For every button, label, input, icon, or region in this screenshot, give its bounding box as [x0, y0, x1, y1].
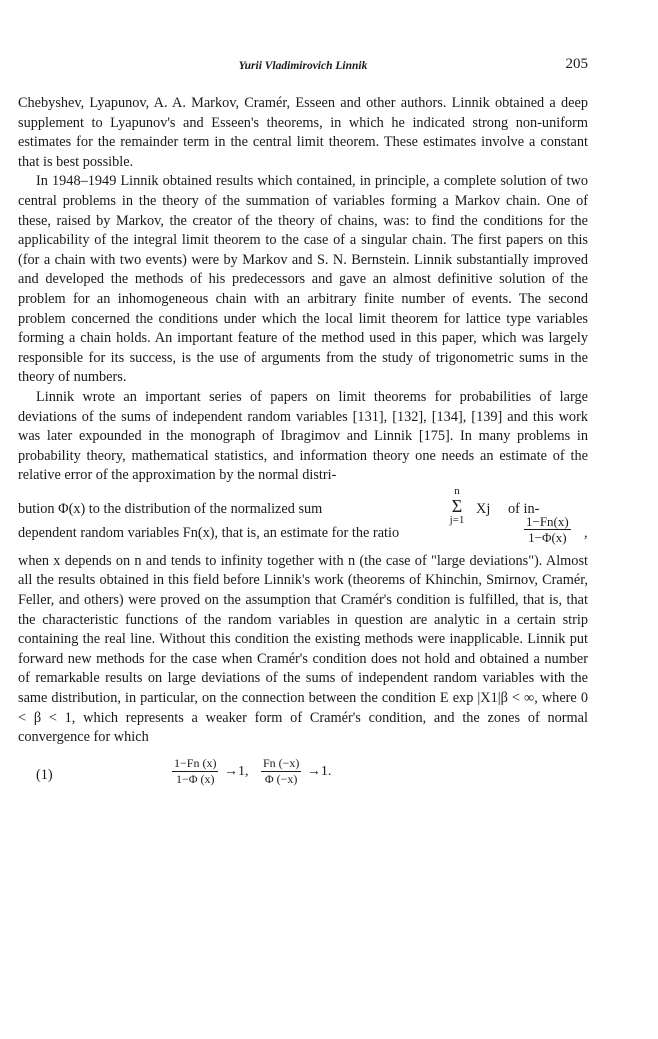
limit-arrow-1: →1,: [223, 763, 249, 779]
sum-line-text: bution Φ(x) to the distribution of the normalized sum: [18, 500, 323, 517]
page-header: [18, 56, 588, 76]
fraction-2-numerator: Fn (−x): [262, 755, 300, 770]
sum-line-end: of in-: [508, 500, 540, 517]
equation-body: [172, 756, 333, 787]
ratio-line-text: dependent random variables Fn(x), that is, an estimate for the ratio: [18, 524, 400, 541]
limit-arrow-2: →1.: [306, 763, 332, 779]
paragraph-2: In 1948–1949 Linnik obtained results which contained, in principle, a complete solution of two central problems in the theory of the summation of variables forming a Markov chain. One of these, raised by Markov, the creator of the theory of chains, was: to find the conditions for the applicability of the integral limit theorem to the case of a singular chain. The first papers on this (for a chain with two events) were by Markov and S. N. Bernstein. Linnik substantially improved and developed the methods of his predecessors and gave an almost definitive solution of the problem for an inhomogeneous chain with an arbitrary finite number of events. The second problem concerned the conditions under which the local limit theorem for lattice type variables forming a chain holds. An important feature of the method used in this paper, which was largely responsible for its success, is the use of arguments from the study of trigonometric sums in the theory of numbers.: [18, 173, 588, 386]
ratio-numerator: 1−Fn(x): [526, 513, 569, 529]
equation-1: [18, 756, 588, 796]
paragraph-3: Linnik wrote an important series of papers on limit theorems for probabilities of large deviations of the sums of independent random variables [131], [132], [134], [139] and this work was later expounded in the monograph of Ibragimov and Linnik [175]. In many problems in probability theory, mathematical statistics, and information theory one needs an estimate of the relative error of the approximation by the normal distri-: [18, 388, 588, 484]
equation-fraction-2: [261, 756, 301, 787]
sigma-glyph: Σ: [451, 495, 463, 516]
paragraph-4: when x depends on n and tends to infinity together with n (the case of "large deviations"). Almost all the results obtained in this field before Linnik's work (theorems of Khinchin, Smirnov, Cramér, Feller, and others) were proved on the assumption that Cramér's condition is fulfilled, that is, that the characteristic functions of the random variables in question are analytic in a certain strip containing the real line. Without this condition the existing methods were inapplicable. Linnik put forward new methods for the case when Cramér's condition does not hold and obtained a number of remarkable results on large deviations of the sums of independent random variables with the same distribution, in particular, on the connection between the condition E exp |X1|β < ∞, where 0 < β < 1, which represents a weaker form of Cramér's condition, and the zones of normal convergence for which: [18, 552, 588, 746]
sum-lower-limit: j=1: [449, 513, 465, 526]
running-head: Yurii Vladimirovich Linnik: [238, 60, 368, 72]
paragraph-1: Chebyshev, Lyapunov, A. A. Markov, Cramér, Esseen and other authors. Linnik obtained a deep supplement to Lyapunov's and Esseen's theorems, in which he indicated strong non-uniform estimates for the remainder term in the central limit theorem. These estimates involve a constant that is best possible.: [18, 95, 588, 170]
summation-symbol: [442, 486, 472, 526]
fraction-1-numerator: 1−Fn (x): [174, 755, 217, 770]
page-number: 205: [565, 56, 588, 72]
fraction-1-denominator: 1−Φ (x): [175, 771, 215, 786]
ratio-comma: ,: [584, 524, 588, 541]
fraction-2-denominator: Φ (−x): [264, 771, 298, 786]
ratio-denominator: 1−Φ(x): [528, 529, 567, 545]
sum-upper-limit: n: [454, 484, 460, 497]
body-text: [18, 94, 588, 796]
equation-fraction-1: [172, 756, 218, 787]
ratio-fraction: [524, 514, 571, 545]
equation-label: (1): [36, 766, 53, 783]
sum-line: [18, 484, 588, 526]
sum-variable: Xj: [476, 500, 491, 517]
